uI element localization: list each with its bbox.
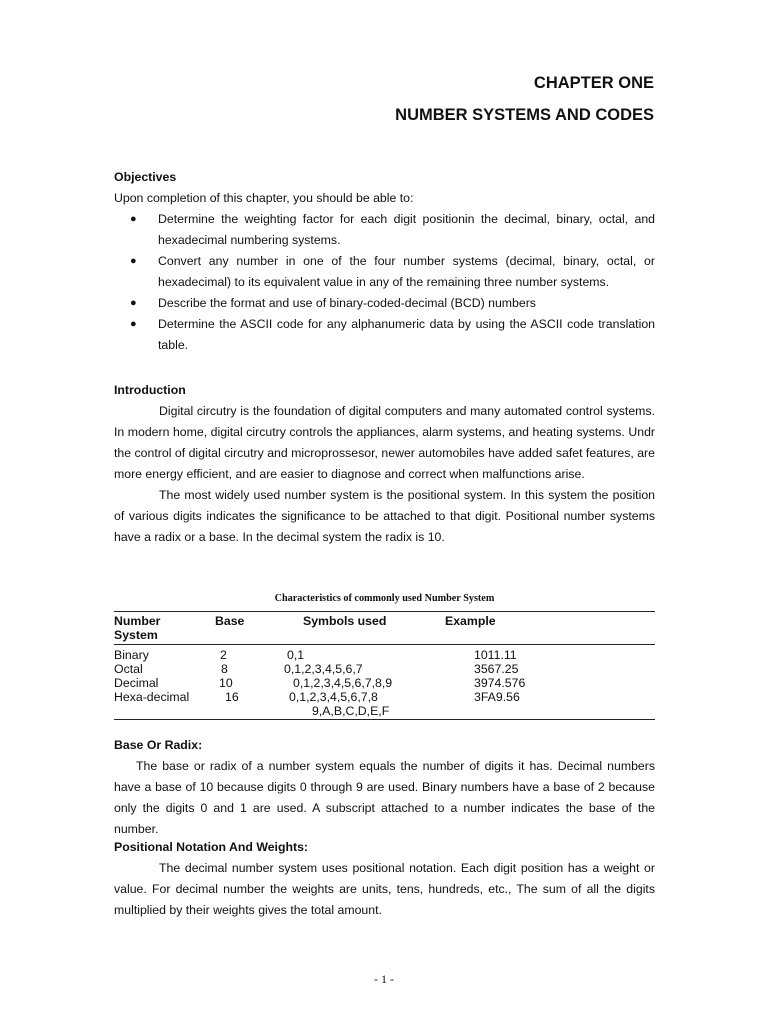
chapter-label: CHAPTER ONE <box>533 74 654 92</box>
objective-item <box>114 314 655 356</box>
column-header: Example <box>445 614 496 628</box>
chapter-title: NUMBER SYSTEMS AND CODES <box>395 106 654 124</box>
table-cell: Binary <box>114 648 149 662</box>
objectives-list <box>114 209 655 356</box>
column-header: Symbols used <box>303 614 387 628</box>
objective-text: Describe the format and use of binary-coded-decimal (BCD) numbers <box>158 296 536 310</box>
objectives-section <box>114 167 655 356</box>
table-cell: 3974.576 <box>474 676 526 690</box>
table-cell: Hexa-decimal <box>114 690 190 704</box>
table-cell: 2 <box>220 648 227 662</box>
table-cell: 0,1,2,3,4,5,6,7,8 <box>289 690 378 704</box>
table-cell: 16 <box>225 690 239 704</box>
table-cell: 3FA9.56 <box>474 690 520 704</box>
introduction-paragraph: Digital circutry is the foundation of digital computers and many automated control systems. In modern home, digital circutry controls the appliances, alarm systems, and heating systems. Undr the control of digital circutry and microprossesor, newer automobiles have added safet features, are more energy efficient, and are easier to diagnose and correct when malfunctions arise. <box>114 404 655 481</box>
table-cell: Octal <box>114 662 143 676</box>
page-number: - 1 - <box>374 972 394 986</box>
base-heading: Base Or Radix: <box>114 738 203 752</box>
table-header-row <box>114 612 655 645</box>
bullet-icon: ● <box>130 297 137 309</box>
objective-text: Convert any number in one of the four number systems (decimal, binary, octal, or hexadecimal) to its equivalent value in any of the remaining three number systems. <box>158 254 655 289</box>
table-cell: 10 <box>219 676 233 690</box>
table-body <box>114 645 655 719</box>
number-system-table <box>114 611 655 720</box>
base-section <box>114 735 655 840</box>
introduction-section <box>114 380 655 548</box>
table-cell: Decimal <box>114 676 159 690</box>
table-cell: 1011.11 <box>474 648 517 662</box>
bullet-icon: ● <box>130 318 137 330</box>
positional-section <box>114 837 655 921</box>
column-header: Base <box>215 614 245 628</box>
objective-item <box>114 209 655 251</box>
positional-paragraph: The decimal number system uses positional notation. Each digit position has a weight or value. For decimal number the weights are units, tens, hundreds, etc., The sum of all the digits multiplied by their weights gives the total amount. <box>114 861 655 917</box>
base-paragraph: The base or radix of a number system equals the number of digits it has. Decimal numbers have a base of 10 because digits 0 through 9 are used. Binary numbers have a base of 2 because only the digits 0 and 1 are used. A subscript attached to a number indicates the base of the number. <box>114 759 655 836</box>
bullet-icon: ● <box>130 255 137 267</box>
table-cell: 8 <box>221 662 228 676</box>
table-cell: 3567.25 <box>474 662 519 676</box>
objective-text: Determine the weighting factor for each digit positionin the decimal, binary, octal, and hexadecimal numbering systems. <box>158 212 655 247</box>
table-cell: 0,1,2,3,4,5,6,7 <box>284 662 363 676</box>
positional-heading: Positional Notation And Weights: <box>114 840 309 854</box>
objectives-heading: Objectives <box>114 170 177 184</box>
column-header: Number System <box>114 614 161 642</box>
introduction-paragraph: The most widely used number system is the positional system. In this system the position of various digits indicates the significance to be attached to that digit. Positional number systems have a radix or a base. In the decimal system the radix is 10. <box>114 488 655 544</box>
objective-item <box>114 293 655 314</box>
bullet-icon: ● <box>130 213 137 225</box>
objectives-intro: Upon completion of this chapter, you should be able to: <box>114 191 414 205</box>
objective-text: Determine the ASCII code for any alphanumeric data by using the ASCII code translation table. <box>158 317 655 352</box>
table-caption: Characteristics of commonly used Number System <box>274 593 495 604</box>
table-cell: 0,1 <box>287 648 305 662</box>
table-cell: 0,1,2,3,4,5,6,7,8,9 <box>293 676 393 690</box>
objective-item <box>114 251 655 293</box>
introduction-heading: Introduction <box>114 383 186 397</box>
table-cell: 9,A,B,C,D,E,F <box>312 704 390 718</box>
